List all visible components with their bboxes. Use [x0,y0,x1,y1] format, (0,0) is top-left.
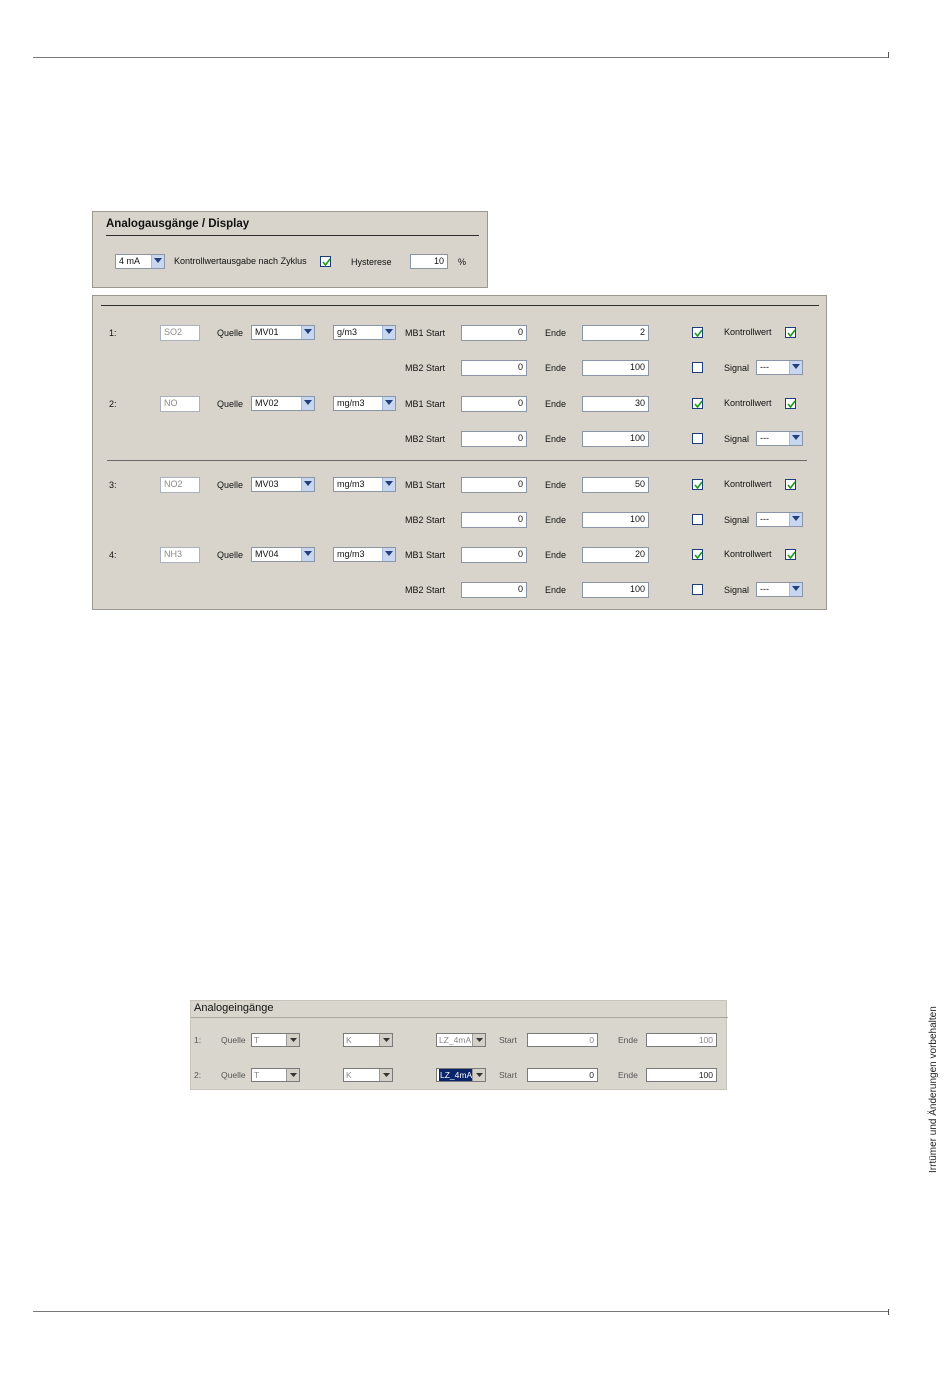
input-unit-select[interactable] [343,1068,393,1082]
hysteresis-unit: % [458,257,467,267]
mb2-start-input[interactable]: 0 [461,582,527,598]
cycle-label: Kontrollwertausgabe nach Zyklus [174,256,307,266]
mb1-start-label: MB1 Start [405,550,446,560]
cycle-checkbox[interactable] [320,256,331,267]
signal-label: Signal [724,363,750,373]
chevron-down-icon [382,478,395,491]
chevron-down-icon [789,361,802,374]
mb1-start-input[interactable]: 0 [461,325,527,341]
mb1-end-label: Ende [545,480,567,490]
footer-rule [33,1311,889,1312]
mb1-active-checkbox[interactable] [692,479,703,490]
mb2-active-checkbox[interactable] [692,584,703,595]
input-range-select[interactable] [436,1068,486,1082]
mb1-end-label: Ende [545,399,567,409]
unit-select-value: mg/m3 [337,549,365,559]
mb2-active-checkbox[interactable] [692,514,703,525]
chevron-down-icon [301,397,314,410]
chevron-down-icon [151,255,164,268]
control-value-checkbox[interactable] [785,327,796,338]
input-index: 2: [194,1070,202,1080]
check-icon [694,400,703,409]
check-icon [787,481,796,490]
outputs-panel [92,295,827,610]
mb1-end-label: Ende [545,550,567,560]
input-unit-select-value: K [346,1035,352,1045]
chevron-down-icon [789,432,802,445]
source-label: Quelle [217,328,244,338]
chevron-down-icon [286,1034,299,1046]
signal-label: Signal [724,434,750,444]
source-select-value: MV03 [255,479,279,489]
signal-select-value: --- [760,362,769,372]
mb1-active-checkbox[interactable] [692,398,703,409]
chevron-down-icon [301,548,314,561]
check-icon [787,551,796,560]
inputs-title: Analogeingänge [194,1002,274,1014]
mb1-start-input[interactable]: 0 [461,547,527,563]
source-select[interactable] [251,325,315,340]
input-source-select-value: T [254,1035,260,1045]
chevron-down-icon [789,583,802,596]
input-source-select[interactable] [251,1068,300,1082]
footer-rule-tick [888,1309,889,1315]
mb1-end-input[interactable]: 50 [582,477,649,493]
mb2-end-label: Ende [545,515,567,525]
channel-index: 3: [109,480,117,490]
hysteresis-input[interactable]: 10 [410,254,448,269]
source-select-value: MV04 [255,549,279,559]
outputs-title: Analogausgänge / Display [106,218,250,230]
unit-select-value: mg/m3 [337,398,365,408]
input-start-field[interactable]: 0 [527,1068,598,1082]
side-note [924,1006,950,1175]
source-select-value: MV01 [255,327,279,337]
outputs-title-rule [106,235,479,236]
input-unit-select[interactable] [343,1033,393,1047]
signal-select[interactable] [756,431,803,446]
control-value-label: Kontrollwert [724,327,772,337]
mb2-end-input[interactable]: 100 [582,512,649,528]
mb2-start-label: MB2 Start [405,363,446,373]
mb2-end-input[interactable]: 100 [582,360,649,376]
outputs-header-panel [92,211,488,288]
check-icon [322,258,331,267]
source-label: Quelle [217,480,244,490]
source-select[interactable] [251,396,315,411]
mb1-active-checkbox[interactable] [692,549,703,560]
side-note-text: Irrtümer und Änderungen vorbehalten [928,1006,939,1173]
channel-name-field[interactable]: NO2 [160,477,200,493]
channel-name-field[interactable]: SO2 [160,325,200,341]
chevron-down-icon [789,513,802,526]
signal-select-value: --- [760,433,769,443]
mb2-start-input[interactable]: 0 [461,360,527,376]
unit-select-value: g/m3 [337,327,358,337]
check-icon [694,329,703,338]
chevron-down-icon [301,326,314,339]
input-end-field[interactable]: 100 [646,1068,717,1082]
mb1-start-label: MB1 Start [405,480,446,490]
inputs-title-rule [191,1017,728,1018]
unit-select[interactable] [333,396,396,411]
check-icon [694,551,703,560]
mb1-start-label: MB1 Start [405,399,446,409]
signal-label: Signal [724,515,750,525]
input-range-select-value: LZ_4mA [439,1035,472,1045]
input-start-field[interactable]: 0 [527,1033,598,1047]
channel-name-field[interactable]: NO [160,396,200,412]
mb2-end-input[interactable]: 100 [582,582,649,598]
check-icon [694,481,703,490]
mb1-end-input[interactable]: 30 [582,396,649,412]
mb1-active-checkbox[interactable] [692,327,703,338]
outputs-top-rule [101,305,819,306]
source-label: Quelle [217,550,244,560]
chevron-down-icon [379,1069,392,1081]
input-source-label: Quelle [221,1035,246,1045]
mb2-start-label: MB2 Start [405,434,446,444]
chevron-down-icon [472,1034,485,1046]
source-select-value: MV02 [255,398,279,408]
mb2-start-input[interactable]: 0 [461,512,527,528]
hysteresis-label: Hysterese [351,257,392,267]
control-value-label: Kontrollwert [724,398,772,408]
mode-select-value: 4 mA [119,256,141,266]
mb1-end-label: Ende [545,328,567,338]
mb2-start-input[interactable]: 0 [461,431,527,447]
input-range-select[interactable] [436,1033,486,1047]
unit-select[interactable] [333,477,396,492]
mb2-end-label: Ende [545,434,567,444]
mb1-start-label: MB1 Start [405,328,446,338]
input-end-label: Ende [618,1070,638,1080]
chevron-down-icon [382,326,395,339]
input-end-field[interactable]: 100 [646,1033,717,1047]
signal-select-value: --- [760,584,769,594]
mb2-active-checkbox[interactable] [692,433,703,444]
header-rule-tick [888,52,889,58]
input-end-label: Ende [618,1035,638,1045]
signal-select-value: --- [760,514,769,524]
mb1-start-input[interactable]: 0 [461,477,527,493]
chevron-down-icon [382,397,395,410]
outputs-group-rule [107,460,807,461]
input-range-select-value: LZ_4mA [440,1070,473,1080]
channel-index: 2: [109,399,117,409]
mb2-end-label: Ende [545,585,567,595]
check-icon [787,329,796,338]
signal-label: Signal [724,585,750,595]
unit-select[interactable] [333,325,396,340]
mb2-end-label: Ende [545,363,567,373]
control-value-label: Kontrollwert [724,549,772,559]
inputs-panel [190,1000,727,1090]
input-unit-select-value: K [346,1070,352,1080]
input-start-label: Start [499,1070,517,1080]
chevron-down-icon [301,478,314,491]
signal-select[interactable] [756,582,803,597]
chevron-down-icon [472,1069,485,1081]
input-source-select[interactable] [251,1033,300,1047]
control-value-checkbox[interactable] [785,549,796,560]
check-icon [787,400,796,409]
chevron-down-icon [379,1034,392,1046]
channel-index: 1: [109,328,117,338]
input-start-label: Start [499,1035,517,1045]
mb2-end-input[interactable]: 100 [582,431,649,447]
mode-select[interactable] [115,254,165,269]
mb1-start-input[interactable]: 0 [461,396,527,412]
control-value-checkbox[interactable] [785,479,796,490]
mb2-start-label: MB2 Start [405,515,446,525]
chevron-down-icon [286,1069,299,1081]
source-select[interactable] [251,477,315,492]
signal-select[interactable] [756,360,803,375]
input-source-select-value: T [254,1070,260,1080]
control-value-label: Kontrollwert [724,479,772,489]
chevron-down-icon [382,548,395,561]
unit-select[interactable] [333,547,396,562]
mb1-end-input[interactable]: 20 [582,547,649,563]
header-rule [33,57,889,58]
source-select[interactable] [251,547,315,562]
mb2-start-label: MB2 Start [405,585,446,595]
channel-name-field[interactable]: NH3 [160,547,200,563]
unit-select-value: mg/m3 [337,479,365,489]
mb2-active-checkbox[interactable] [692,362,703,373]
input-index: 1: [194,1035,202,1045]
control-value-checkbox[interactable] [785,398,796,409]
mb1-end-input[interactable]: 2 [582,325,649,341]
source-label: Quelle [217,399,244,409]
input-source-label: Quelle [221,1070,246,1080]
signal-select[interactable] [756,512,803,527]
channel-index: 4: [109,550,117,560]
